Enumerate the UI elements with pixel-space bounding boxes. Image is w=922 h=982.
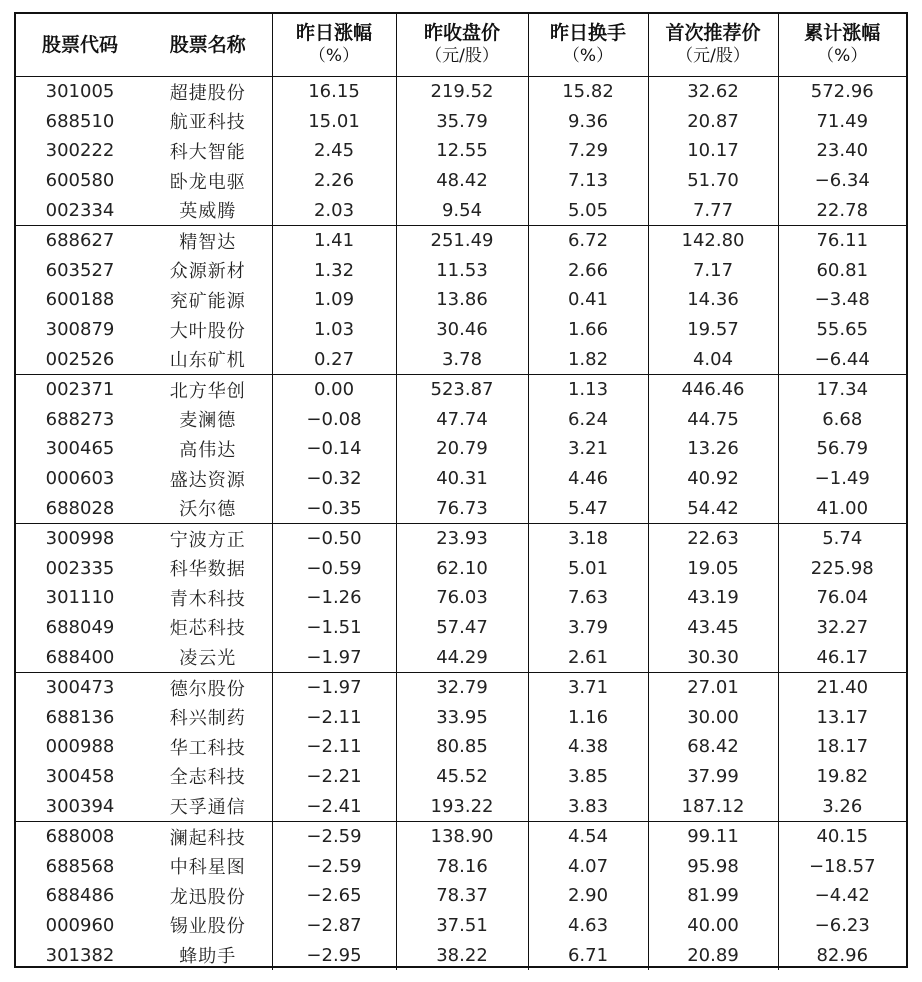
table-row: [16, 464, 906, 494]
cell-cumulative-change: 41.00: [778, 493, 906, 523]
cell-prev-close: 76.03: [396, 583, 528, 613]
cell-cumulative-change: 6.68: [778, 405, 906, 435]
cell-cumulative-change: 225.98: [778, 554, 906, 584]
cell-first-rec-price: 19.05: [648, 554, 778, 584]
cell-first-rec-price: 19.57: [648, 315, 778, 345]
cell-prev-day-change: −2.11: [272, 702, 396, 732]
cell-first-rec-price: 27.01: [648, 672, 778, 702]
cell-stock-code: 688136: [45, 706, 115, 728]
cell-stock-code: 300465: [45, 438, 115, 460]
cell-prev-turnover: 6.72: [528, 225, 648, 255]
cell-cumulative-change: 5.74: [778, 523, 906, 553]
cell-cumulative-change: −6.44: [778, 344, 906, 374]
cell-first-rec-price: 7.17: [648, 256, 778, 286]
cell-prev-turnover: 3.71: [528, 672, 648, 702]
table-row: [16, 523, 906, 553]
table-row: [16, 344, 906, 374]
table-row: [16, 225, 906, 255]
table-row: [16, 940, 906, 970]
cell-stock-code: 000603: [45, 468, 115, 490]
cell-stock-code: 002334: [16, 195, 144, 225]
cell-prev-close: 32.79: [396, 672, 528, 702]
table-row: [16, 434, 906, 464]
cell-cumulative-change: −1.49: [778, 464, 906, 494]
cell-prev-turnover: 4.54: [528, 821, 648, 851]
cell-first-rec-price: 20.89: [648, 940, 778, 970]
cell-stock-code: 300222: [45, 140, 115, 162]
cell-stock-code: 688486: [45, 885, 115, 907]
header-stock-code: [16, 14, 144, 77]
cell-cumulative-change: 40.15: [778, 821, 906, 851]
table-row: [16, 136, 906, 166]
table-header: [16, 14, 906, 77]
cell-prev-day-change: −0.08: [272, 405, 396, 435]
cell-prev-turnover: 3.79: [528, 613, 648, 643]
cell-stock-code: 002335: [45, 557, 115, 579]
cell-prev-close: 12.55: [396, 136, 528, 166]
table-row: [16, 374, 906, 404]
cell-prev-day-change: −0.59: [272, 554, 396, 584]
cell-first-rec-price: 99.11: [648, 821, 778, 851]
cell-prev-turnover: 9.36: [528, 107, 648, 137]
cell-first-rec-price: 81.99: [648, 881, 778, 911]
cell-stock-name: 宁波方正: [169, 529, 246, 551]
cell-stock-code: 688273: [45, 408, 115, 430]
cell-stock-code: 000960: [45, 914, 115, 936]
cell-prev-close: 20.79: [396, 434, 528, 464]
table-row: [16, 762, 906, 792]
cell-first-rec-price: 4.04: [648, 344, 778, 374]
cell-stock-name: 高伟达: [179, 439, 237, 461]
cell-prev-turnover: 1.13: [528, 374, 648, 404]
cell-prev-turnover: 2.61: [528, 642, 648, 672]
cell-stock-name: 澜起科技: [169, 827, 246, 849]
cell-cumulative-change: 82.96: [778, 940, 906, 970]
cell-stock-name: 盛达资源: [169, 469, 246, 491]
table-row: [16, 851, 906, 881]
table-row: [16, 881, 906, 911]
cell-stock-code: 000988: [45, 736, 115, 758]
cell-stock-name: 众源新材: [169, 261, 246, 283]
header-unit: （元/股）: [676, 46, 750, 66]
cell-prev-close: 80.85: [396, 732, 528, 762]
cell-stock-name: 华工科技: [169, 737, 246, 759]
cell-prev-turnover: 3.83: [528, 791, 648, 821]
cell-stock-name: 大叶股份: [169, 320, 246, 342]
cell-cumulative-change: 76.11: [778, 225, 906, 255]
cell-first-rec-price: 51.70: [648, 166, 778, 196]
cell-prev-close: 193.22: [396, 791, 528, 821]
cell-prev-close: 45.52: [396, 762, 528, 792]
cell-first-rec-price: 10.17: [648, 136, 778, 166]
cell-prev-close: 33.95: [396, 702, 528, 732]
cell-first-rec-price: 13.26: [648, 434, 778, 464]
cell-prev-turnover: 3.18: [528, 523, 648, 553]
cell-prev-turnover: 7.13: [528, 166, 648, 196]
cell-first-rec-price: 95.98: [648, 851, 778, 881]
cell-prev-day-change: 0.00: [272, 374, 396, 404]
cell-stock-name: 德尔股份: [169, 678, 246, 700]
cell-prev-day-change: −1.97: [272, 672, 396, 702]
cell-prev-turnover: 0.41: [528, 285, 648, 315]
cell-cumulative-change: 18.17: [778, 732, 906, 762]
cell-prev-day-change: 0.27: [272, 344, 396, 374]
header-first-rec-price: [648, 14, 778, 77]
table-row: [16, 791, 906, 821]
cell-prev-close: 48.42: [396, 166, 528, 196]
cell-prev-turnover: 3.21: [528, 434, 648, 464]
cell-first-rec-price: 22.63: [648, 523, 778, 553]
cell-stock-code: 300473: [45, 677, 115, 699]
cell-prev-day-change: −2.41: [272, 791, 396, 821]
cell-first-rec-price: 43.45: [648, 613, 778, 643]
cell-first-rec-price: 43.19: [648, 583, 778, 613]
stock-table-frame: [14, 12, 908, 968]
cell-cumulative-change: 22.78: [778, 195, 906, 225]
cell-stock-name: 炬芯科技: [169, 618, 246, 640]
cell-prev-close: 47.74: [396, 405, 528, 435]
cell-prev-day-change: −2.65: [272, 881, 396, 911]
cell-stock-code: 002526: [16, 344, 144, 374]
cell-prev-turnover: 5.01: [528, 554, 648, 584]
cell-prev-close: 62.10: [396, 554, 528, 584]
header-label: 股票代码: [41, 33, 118, 56]
cell-prev-day-change: −2.87: [272, 911, 396, 941]
cell-prev-day-change: −0.50: [272, 523, 396, 553]
header-cumulative-change: [778, 14, 906, 77]
cell-first-rec-price: 54.42: [648, 493, 778, 523]
cell-first-rec-price: 142.80: [648, 225, 778, 255]
cell-prev-day-change: 2.45: [272, 136, 396, 166]
cell-prev-turnover: 1.82: [528, 344, 648, 374]
cell-cumulative-change: 572.96: [778, 77, 906, 107]
table-row: [16, 672, 906, 702]
cell-prev-day-change: 1.32: [272, 256, 396, 286]
cell-prev-turnover: 2.90: [528, 881, 648, 911]
header-unit: （%）: [562, 46, 614, 66]
cell-first-rec-price: 30.00: [648, 702, 778, 732]
cell-stock-name: 凌云光: [144, 642, 272, 672]
header-label: 昨日涨幅: [295, 22, 372, 44]
cell-stock-name: 科大智能: [169, 141, 246, 163]
cell-prev-day-change: −2.21: [272, 762, 396, 792]
cell-prev-close: 30.46: [396, 315, 528, 345]
cell-cumulative-change: 71.49: [778, 107, 906, 137]
header-label: 昨日换手: [549, 22, 626, 44]
cell-stock-code: 688510: [45, 110, 115, 132]
cell-prev-day-change: −1.51: [272, 613, 396, 643]
cell-first-rec-price: 14.36: [648, 285, 778, 315]
table-row: [16, 405, 906, 435]
cell-prev-close: 38.22: [396, 940, 528, 970]
cell-prev-close: 11.53: [396, 256, 528, 286]
table-row: [16, 642, 906, 672]
cell-prev-turnover: 1.66: [528, 315, 648, 345]
cell-stock-code: 688400: [16, 642, 144, 672]
cell-prev-turnover: 6.24: [528, 405, 648, 435]
cell-first-rec-price: 7.77: [648, 195, 778, 225]
cell-prev-day-change: 1.09: [272, 285, 396, 315]
cell-stock-name: 科华数据: [169, 559, 246, 581]
table-row: [16, 554, 906, 584]
cell-prev-close: 219.52: [396, 77, 528, 107]
cell-prev-close: 37.51: [396, 911, 528, 941]
header-unit: （%）: [308, 46, 360, 66]
cell-stock-code: 688028: [16, 493, 144, 523]
cell-first-rec-price: 37.99: [648, 762, 778, 792]
cell-stock-name: 科兴制药: [169, 708, 246, 730]
cell-stock-name: 蜂助手: [179, 946, 237, 968]
cell-prev-turnover: 4.38: [528, 732, 648, 762]
cell-first-rec-price: 30.30: [648, 642, 778, 672]
cell-stock-code: 002371: [45, 379, 115, 401]
cell-stock-code: 688049: [45, 616, 115, 638]
cell-stock-code: 688008: [45, 826, 115, 848]
table-row: [16, 911, 906, 941]
table-row: [16, 583, 906, 613]
cell-prev-turnover: 4.63: [528, 911, 648, 941]
cell-prev-turnover: 4.46: [528, 464, 648, 494]
cell-stock-code: 688627: [45, 230, 115, 252]
cell-prev-close: 138.90: [396, 821, 528, 851]
cell-first-rec-price: 20.87: [648, 107, 778, 137]
header-label: 昨收盘价: [423, 22, 500, 44]
cell-cumulative-change: 46.17: [778, 642, 906, 672]
cell-prev-day-change: 15.01: [272, 107, 396, 137]
cell-first-rec-price: 446.46: [648, 374, 778, 404]
table-row: [16, 732, 906, 762]
header-unit: （%）: [817, 46, 868, 66]
cell-prev-day-change: 2.26: [272, 166, 396, 196]
cell-stock-code: 301005: [45, 81, 115, 103]
cell-cumulative-change: −18.57: [778, 851, 906, 881]
cell-prev-turnover: 7.29: [528, 136, 648, 166]
cell-cumulative-change: −6.23: [778, 911, 906, 941]
header-prev-turnover: [528, 14, 648, 77]
cell-prev-turnover: 15.82: [528, 77, 648, 107]
cell-prev-close: 44.29: [396, 642, 528, 672]
cell-prev-day-change: −2.59: [272, 821, 396, 851]
table-row: [16, 256, 906, 286]
table-row: [16, 821, 906, 851]
cell-prev-close: 78.16: [396, 851, 528, 881]
header-stock-name: [144, 14, 272, 77]
cell-prev-day-change: 16.15: [272, 77, 396, 107]
cell-prev-day-change: 1.03: [272, 315, 396, 345]
cell-stock-name: 麦澜德: [179, 410, 237, 432]
cell-prev-turnover: 3.85: [528, 762, 648, 792]
cell-prev-day-change: −2.59: [272, 851, 396, 881]
cell-prev-close: 23.93: [396, 523, 528, 553]
cell-cumulative-change: 60.81: [778, 256, 906, 286]
cell-first-rec-price: 40.00: [648, 911, 778, 941]
cell-prev-turnover: 1.16: [528, 702, 648, 732]
cell-prev-close: 78.37: [396, 881, 528, 911]
cell-stock-name: 中科星图: [169, 857, 246, 879]
cell-prev-day-change: −1.26: [272, 583, 396, 613]
cell-first-rec-price: 68.42: [648, 732, 778, 762]
cell-prev-turnover: 5.47: [528, 493, 648, 523]
cell-stock-name: 沃尔德: [144, 493, 272, 523]
cell-prev-day-change: −0.14: [272, 434, 396, 464]
cell-stock-code: 301382: [45, 944, 115, 966]
cell-stock-code: 301110: [45, 587, 115, 609]
cell-first-rec-price: 40.92: [648, 464, 778, 494]
cell-prev-day-change: −2.95: [272, 940, 396, 970]
cell-cumulative-change: 32.27: [778, 613, 906, 643]
header-unit: （元/股）: [425, 46, 499, 66]
cell-cumulative-change: 3.26: [778, 791, 906, 821]
table-row: [16, 315, 906, 345]
cell-stock-code: 688568: [45, 855, 115, 877]
cell-prev-close: 76.73: [396, 493, 528, 523]
cell-stock-name: 锡业股份: [169, 916, 246, 938]
table-row: [16, 702, 906, 732]
header-label: 股票名称: [169, 33, 246, 56]
cell-prev-close: 523.87: [396, 374, 528, 404]
table-row: [16, 613, 906, 643]
cell-prev-turnover: 5.05: [528, 195, 648, 225]
cell-stock-code: 603527: [45, 259, 115, 281]
cell-prev-turnover: 6.71: [528, 940, 648, 970]
cell-stock-code: 300458: [45, 765, 115, 787]
cell-cumulative-change: 13.17: [778, 702, 906, 732]
cell-first-rec-price: 32.62: [648, 77, 778, 107]
cell-prev-close: 35.79: [396, 107, 528, 137]
header-row: [16, 14, 906, 77]
cell-stock-name: 精智达: [179, 231, 237, 253]
cell-first-rec-price: 44.75: [648, 405, 778, 435]
cell-stock-code: 300998: [45, 528, 115, 550]
table-row: [16, 493, 906, 523]
header-label: 累计涨幅: [804, 22, 881, 44]
cell-cumulative-change: 21.40: [778, 672, 906, 702]
cell-stock-name: 超捷股份: [169, 82, 246, 104]
header-prev-day-change: [272, 14, 396, 77]
cell-cumulative-change: 23.40: [778, 136, 906, 166]
table-row: [16, 166, 906, 196]
cell-prev-turnover: 4.07: [528, 851, 648, 881]
cell-first-rec-price: 187.12: [648, 791, 778, 821]
table-body: [16, 77, 906, 970]
cell-prev-day-change: 2.03: [272, 195, 396, 225]
table-row: [16, 195, 906, 225]
cell-prev-day-change: −0.35: [272, 493, 396, 523]
cell-stock-name: 龙迅股份: [169, 886, 246, 908]
cell-stock-code: 300394: [16, 791, 144, 821]
cell-cumulative-change: −6.34: [778, 166, 906, 196]
cell-stock-name: 天孚通信: [144, 791, 272, 821]
cell-prev-day-change: −1.97: [272, 642, 396, 672]
cell-cumulative-change: 56.79: [778, 434, 906, 464]
cell-prev-close: 57.47: [396, 613, 528, 643]
header-prev-close: [396, 14, 528, 77]
cell-stock-name: 兖矿能源: [169, 290, 246, 312]
cell-prev-turnover: 2.66: [528, 256, 648, 286]
cell-prev-day-change: −0.32: [272, 464, 396, 494]
cell-cumulative-change: 17.34: [778, 374, 906, 404]
cell-prev-close: 13.86: [396, 285, 528, 315]
cell-cumulative-change: 19.82: [778, 762, 906, 792]
cell-stock-name: 卧龙电驱: [169, 171, 246, 193]
cell-prev-close: 40.31: [396, 464, 528, 494]
cell-stock-name: 青木科技: [169, 588, 246, 610]
table-row: [16, 285, 906, 315]
cell-stock-code: 300879: [45, 319, 115, 341]
cell-prev-day-change: 1.41: [272, 225, 396, 255]
cell-prev-close: 9.54: [396, 195, 528, 225]
cell-prev-close: 3.78: [396, 344, 528, 374]
stock-recommendation-table: [16, 14, 906, 970]
cell-stock-code: 600188: [45, 289, 115, 311]
cell-stock-name: 英威腾: [144, 195, 272, 225]
cell-prev-day-change: −2.11: [272, 732, 396, 762]
table-row: [16, 77, 906, 107]
cell-prev-turnover: 7.63: [528, 583, 648, 613]
cell-cumulative-change: 76.04: [778, 583, 906, 613]
cell-cumulative-change: −3.48: [778, 285, 906, 315]
header-label: 首次推荐价: [665, 22, 761, 44]
cell-cumulative-change: 55.65: [778, 315, 906, 345]
cell-stock-name: 全志科技: [169, 767, 246, 789]
cell-stock-code: 600580: [45, 170, 115, 192]
cell-cumulative-change: −4.42: [778, 881, 906, 911]
cell-stock-name: 北方华创: [169, 380, 246, 402]
cell-stock-name: 山东矿机: [144, 344, 272, 374]
cell-stock-name: 航亚科技: [169, 112, 246, 134]
table-row: [16, 107, 906, 137]
cell-prev-close: 251.49: [396, 225, 528, 255]
